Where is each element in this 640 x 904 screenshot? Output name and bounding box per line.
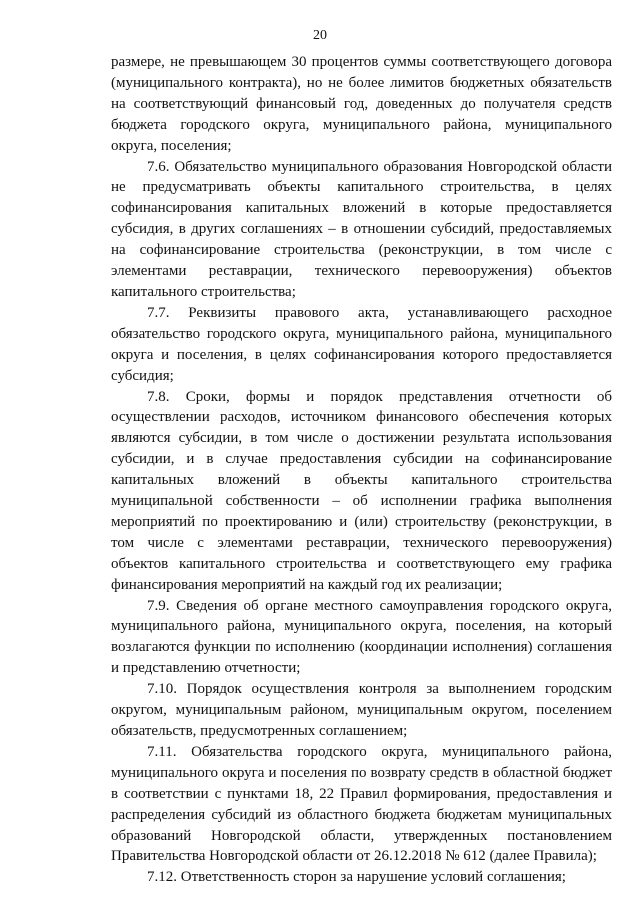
paragraph-continuation: размере, не превышающем 30 процентов суммы соответствующего договора (муниципального контракта), но не более лимитов бюджетных обязательств на соответствующий финансовый год, доведенных до получателя средств бюджета городского округа, муниципального района, муниципального округа, поселения; [111,54,612,154]
paragraph-7-9: 7.9. Сведения об органе местного самоуправления городского округа, муниципального района, муниципального округа, поселения, на который возлагаются функции по исполнению (координации исполнения) соглашения и представлению отчетности; [111,597,612,677]
paragraph-7-11: 7.11. Обязательства городского округа, муниципального района, муниципального округа и поселения по возврату средств в областной бюджет в соответствии с пунктами 18, 22 Правил формирования, предоставления и распределения субсидий из областного бюджета бюджетам муниципальных образований Новгородской области, утвержденных постановлением Правительства Новгородской области от 26.12.2018 № 612 (далее Правила); [111,743,612,865]
paragraph-7-8: 7.8. Сроки, формы и порядок представления отчетности об осуществлении расходов, источником финансового обеспечения которых являются субсидии, в том числе о достижении результата использования субсидии, и в случае предоставления субсидии на софинансирование капитальных вложений в объекты капитального строительства муниципальной собственности – об исполнении графика выполнения мероприятий по проектированию и (или) строительству (реконструкции, в том числе с элементами реставрации, технического перевооружения) объектов капитального строительства и соответствующего ему графика финансирования мероприятий на каждый год их реализации; [111,388,612,593]
page-number: 20 [313,28,327,43]
paragraph-7-12: 7.12. Ответственность сторон за нарушение условий соглашения; [147,869,566,886]
paragraph-7-10: 7.10. Порядок осуществления контроля за выполнением городским округом, муниципальным районом, муниципальным округом, поселением обязательств, предусмотренных соглашением; [111,681,612,739]
paragraph-7-7: 7.7. Реквизиты правового акта, устанавливающего расходное обязательство городского округа, муниципального района, муниципального округа и поселения, в целях софинансирования которого предоставляется субсидия; [111,304,612,384]
document-body [111,52,612,888]
paragraph-7-6: 7.6. Обязательство муниципального образования Новгородской области не предусматривать объекты капитального строительства, в целях софинансирования капитальных вложений в которые предоставляется субсидия, в других соглашениях – в отношении субсидий, предоставляемых на софинансирование строительства (реконструкции, в том числе с элементами реставрации, технического перевооружения) объектов капитального строительства; [111,158,612,300]
